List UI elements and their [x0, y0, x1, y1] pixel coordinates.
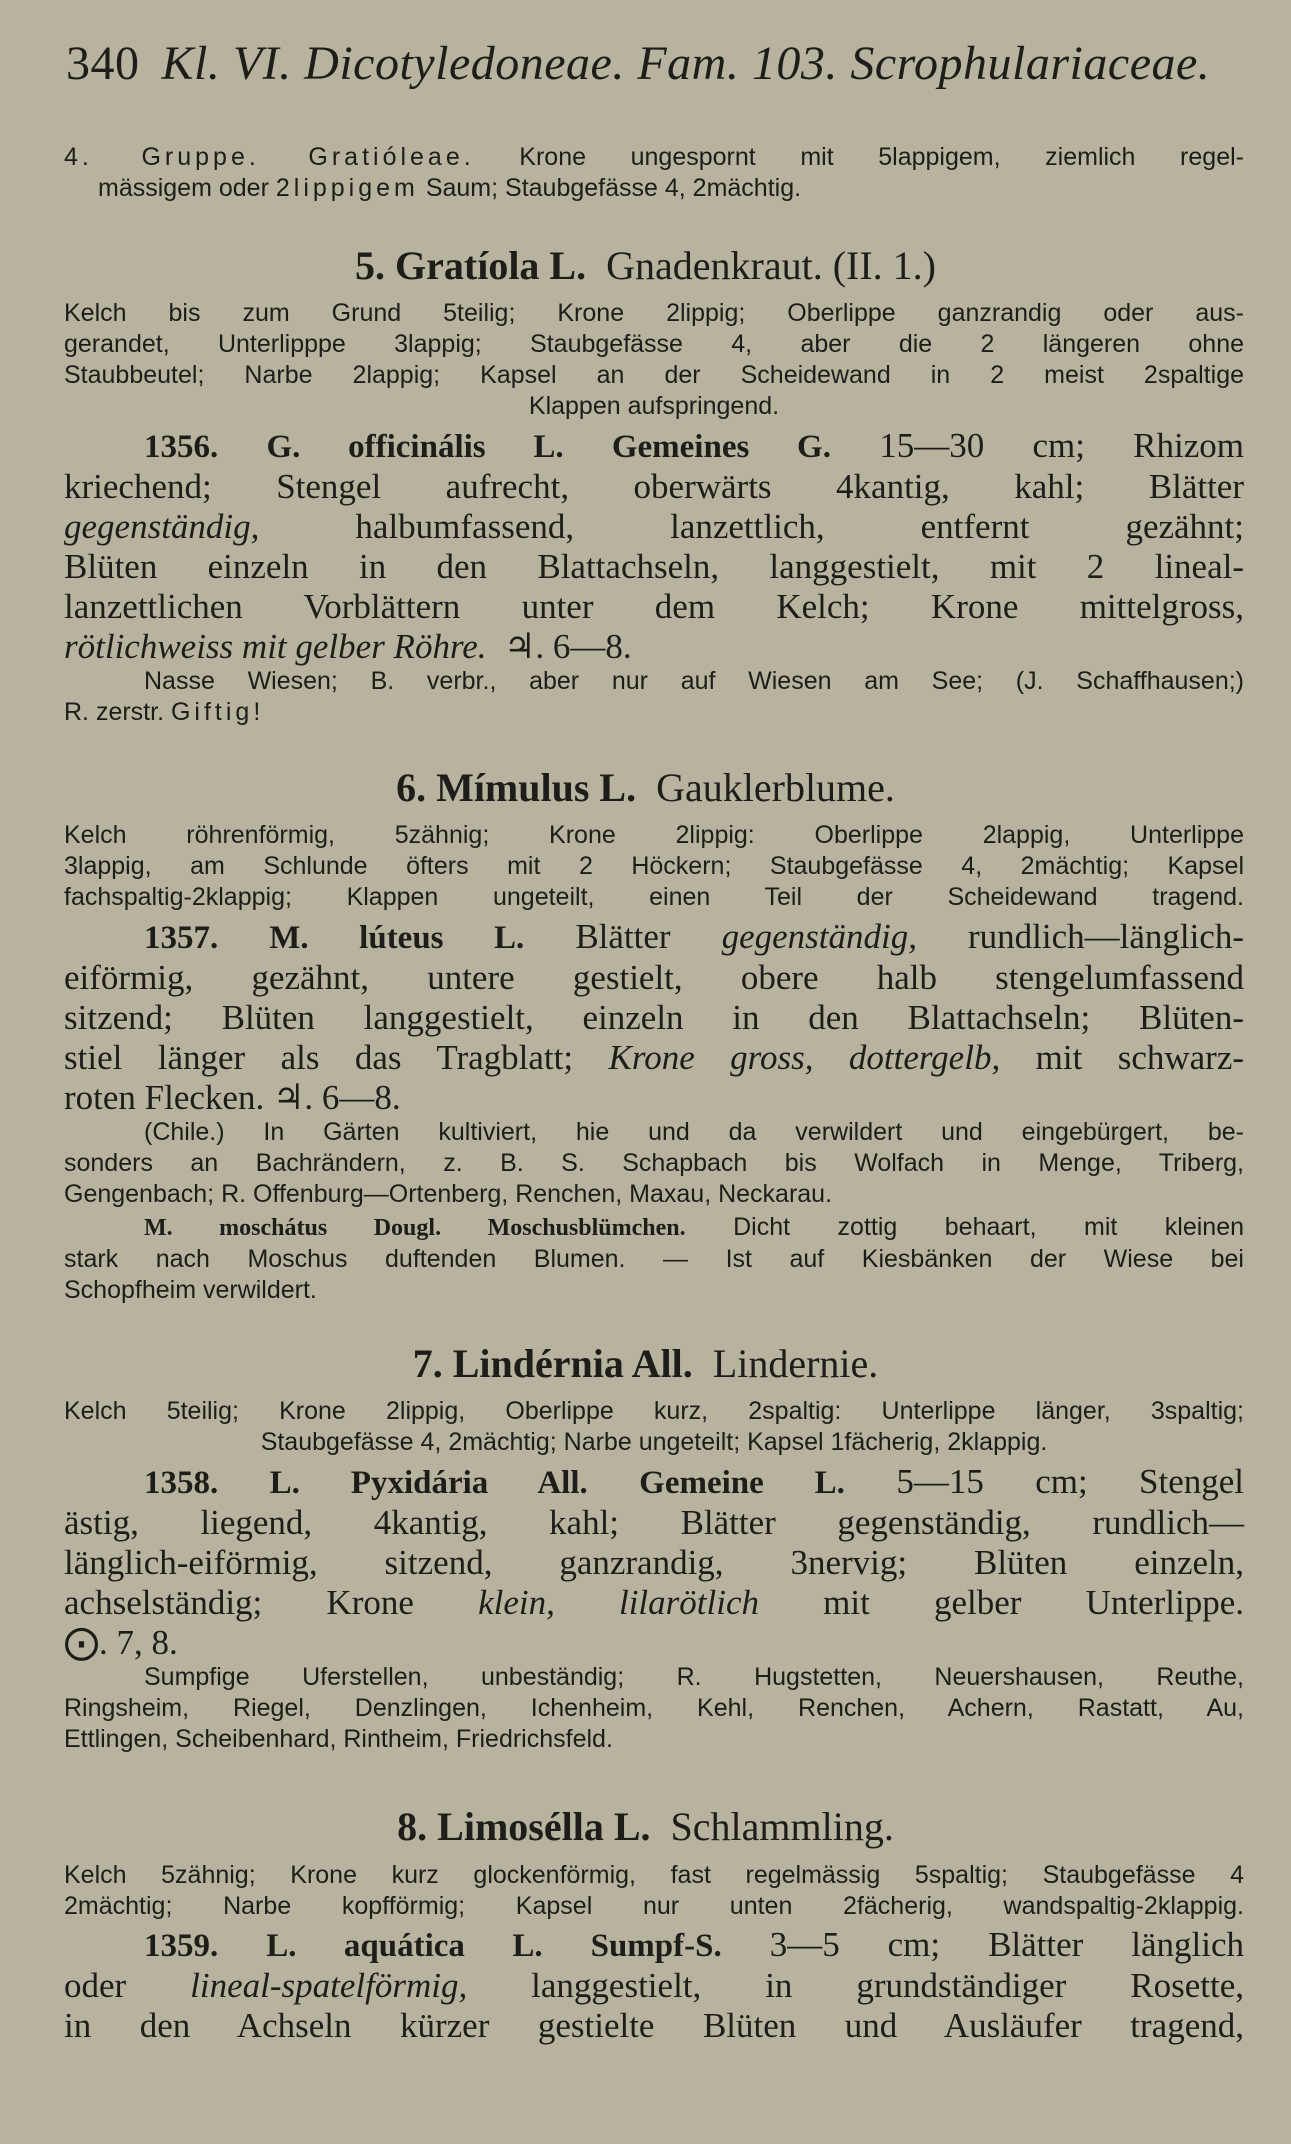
genus-heading-lindernia: 7. Lindérnia All. Lindernie.: [412, 1341, 879, 1386]
genus-common-name: Schlammling.: [670, 1804, 894, 1849]
habitat-1356: Nasse Wiesen; B. verbr., aber nur auf Wiesen am See; (J. Schaffhausen;) R. zerstr. Giftig!: [64, 667, 1244, 726]
running-title: Kl. VI. Dicotyledoneae. Fam. 103. Scrophulariaceae.: [161, 37, 1211, 90]
genus-common-name: Gnadenkraut. (II. 1.): [606, 243, 936, 288]
group-line-1: 4. Gruppe. Gratióleae. Krone ungespornt mit 5lappigem, ziemlich regel-: [64, 143, 1244, 171]
genus-common-name: Lindernie.: [712, 1341, 879, 1386]
genus-heading-gratiola: 5. Gratíola L. Gnadenkraut. (II. 1.): [355, 243, 936, 288]
habitat-1358: Sumpfige Uferstellen, unbeständig; R. Hugstetten, Neuershausen, Reuthe, Ringsheim, Riegel, Denzlingen, Ichenheim, Kehl, Renchen, Achern, Rastatt, Au, Ettlingen, Scheibenhard, Rintheim, Friedrichsfeld.: [64, 1663, 1244, 1753]
genus-name: Gratíola L.: [395, 243, 587, 288]
species-1359: 1359. L. aquática L. Sumpf-S. 3—5 cm; Blätter länglich oder lineal-spatelförmig, langgestielt, in grundständiger Rosette, in den Achseln kürzer gestielte Blüten und Ausläufer tragend,: [64, 1925, 1245, 2045]
genus-description-gratiola: Kelch bis zum Grund 5teilig; Krone 2lippig; Oberlippe ganzrandig oder aus- gerandet, Unterlipppe 3lappig; Staubgefässe 4, aber die 2 längeren ohne Staubbeutel; Narbe 2lappig; Kapsel an der Scheidewand in 2 meist 2spaltige Klappen aufspringend.: [64, 299, 1244, 420]
genus-description-lindernia: Kelch 5teilig; Krone 2lippig, Oberlippe kurz, 2spaltig: Unterlippe länger, 3spaltig; Staubgefässe 4, 2mächtig; Narbe ungeteilt; Kapsel 1fächerig, 2klappig.: [64, 1397, 1244, 1456]
genus-common-name: Gauklerblume.: [656, 765, 895, 810]
genus-heading-limosella: 8. Limosélla L. Schlammling.: [397, 1804, 894, 1849]
species-name: G. officinális L.: [266, 429, 564, 465]
species-name: L. Pyxidária All.: [269, 1465, 588, 1501]
page-header: [66, 36, 1210, 91]
page-number: 340: [66, 37, 140, 90]
genus-name: Mímulus L.: [436, 765, 637, 810]
group-label: 4. Gruppe. Gratióleae.: [64, 143, 475, 171]
group-line-2: mässigem oder 2lippigem Saum; Staubgefässe 4, 2mächtig.: [98, 174, 802, 202]
genus-description-mimulus: Kelch röhrenförmig, 5zähnig; Krone 2lippig: Oberlippe 2lappig, Unterlippe 3lappig, am Schlunde öfters mit 2 Höckern; Staubgefässe 4, 2mächtig; Kapsel fachspaltig-2klappig; Klappen ungeteilt, einen Teil der Scheidewand tragend.: [64, 821, 1244, 911]
species-name: M. lúteus L.: [269, 920, 525, 956]
species-name: L. aquática L.: [266, 1928, 543, 1964]
genus-name: Limosélla L.: [437, 1804, 651, 1849]
note-mimulus-moschatus: M. moschátus Dougl. Moschusblümchen. Dicht zottig behaart, mit kleinen stark nach Moschus duftenden Blumen. — Ist auf Kiesbänken der Wiese bei Schopfheim verwildert.: [64, 1213, 1245, 1304]
species-1357: 1357. M. lúteus L. Blätter gegenständig, rundlich—länglich- eiförmig, gezähnt, untere gestielt, obere halb stengelumfassend sitzend; Blüten langgestielt, einzeln in den Blattachseln; Blüten- stiel länger als das Tragblatt; Krone gross, dottergelb, mit schwarz- roten Flecken. ♃. 6—8.: [64, 917, 1245, 1117]
group-heading: [64, 142, 1244, 204]
genus-heading-mimulus: 6. Mímulus L. Gauklerblume.: [396, 765, 895, 810]
genus-description-limosella: Kelch 5zähnig; Krone kurz glockenförmig, fast regelmässig 5spaltig; Staubgefässe 4 2mächtig; Narbe kopfförmig; Kapsel nur unten 2fächerig, wandspaltig-2klappig.: [64, 1861, 1244, 1920]
species-1356: 1356. G. officinális L. Gemeines G. 15—30 cm; Rhizom kriechend; Stengel aufrecht, oberwärts 4kantig, kahl; Blätter gegenständig, halbumfassend, lanzettlich, entfernt gezähnt; Blüten einzeln in den Blattachseln, langgestielt, mit 2 lineal- lanzettlichen Vorblättern unter dem Kelch; Krone mittelgross, rötlichweiss mit gelber Röhre. ♃. 6—8.: [64, 426, 1245, 666]
species-1358: 1358. L. Pyxidária All. Gemeine L. 5—15 cm; Stengel ästig, liegend, 4kantig, kahl; Blätter gegenständig, rundlich— länglich-eiförmig, sitzend, ganzrandig, 3nervig; Blüten einzeln, achselständig; Krone klein, lilarötlich mit gelber Unterlippe. ⨀. 7, 8.: [64, 1462, 1245, 1662]
genus-name: Lindérnia All.: [452, 1341, 693, 1386]
toxicity-note: Giftig!: [170, 698, 265, 726]
habitat-1357: (Chile.) In Gärten kultiviert, hie und da verwildert und eingebürgert, be- sonders an Bachrändern, z. B. S. Schapbach bis Wolfach in Menge, Triberg, Gengenbach; R. Offenburg—Ortenberg, Renchen, Maxau, Neckarau.: [64, 1118, 1244, 1208]
